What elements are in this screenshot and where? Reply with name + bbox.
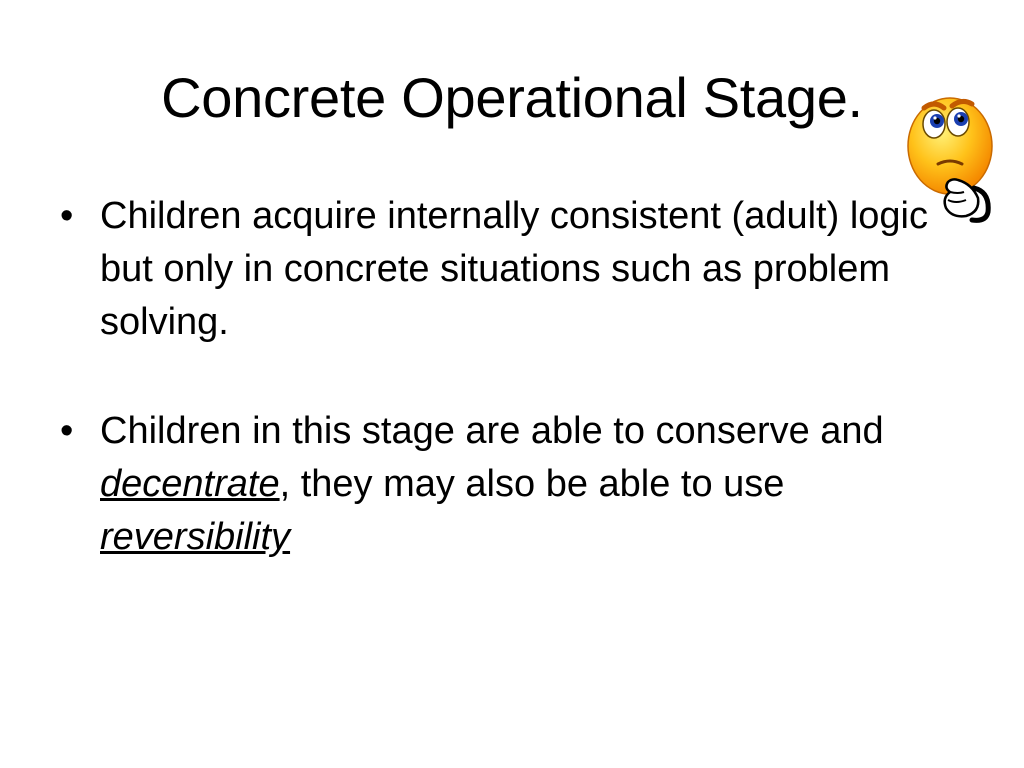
bullet-text-part: , they may also be able to use bbox=[279, 463, 785, 505]
slide-title: Concrete Operational Stage. bbox=[161, 66, 863, 129]
bullet-list bbox=[60, 190, 960, 620]
bullet-marker: • bbox=[60, 410, 74, 452]
bullet-text: Children acquire internally consistent (adult) logic but only in concrete situations such as problem solving. bbox=[100, 195, 928, 343]
bullet-item bbox=[60, 190, 960, 349]
bullet-marker: • bbox=[60, 195, 74, 237]
term-reversibility-link[interactable]: reversibility bbox=[100, 516, 291, 558]
bullet-item bbox=[60, 405, 960, 564]
term-decentrate-link[interactable]: decentrate bbox=[100, 463, 280, 505]
bullet-text-part: Children in this stage are able to conserve and bbox=[100, 410, 884, 452]
